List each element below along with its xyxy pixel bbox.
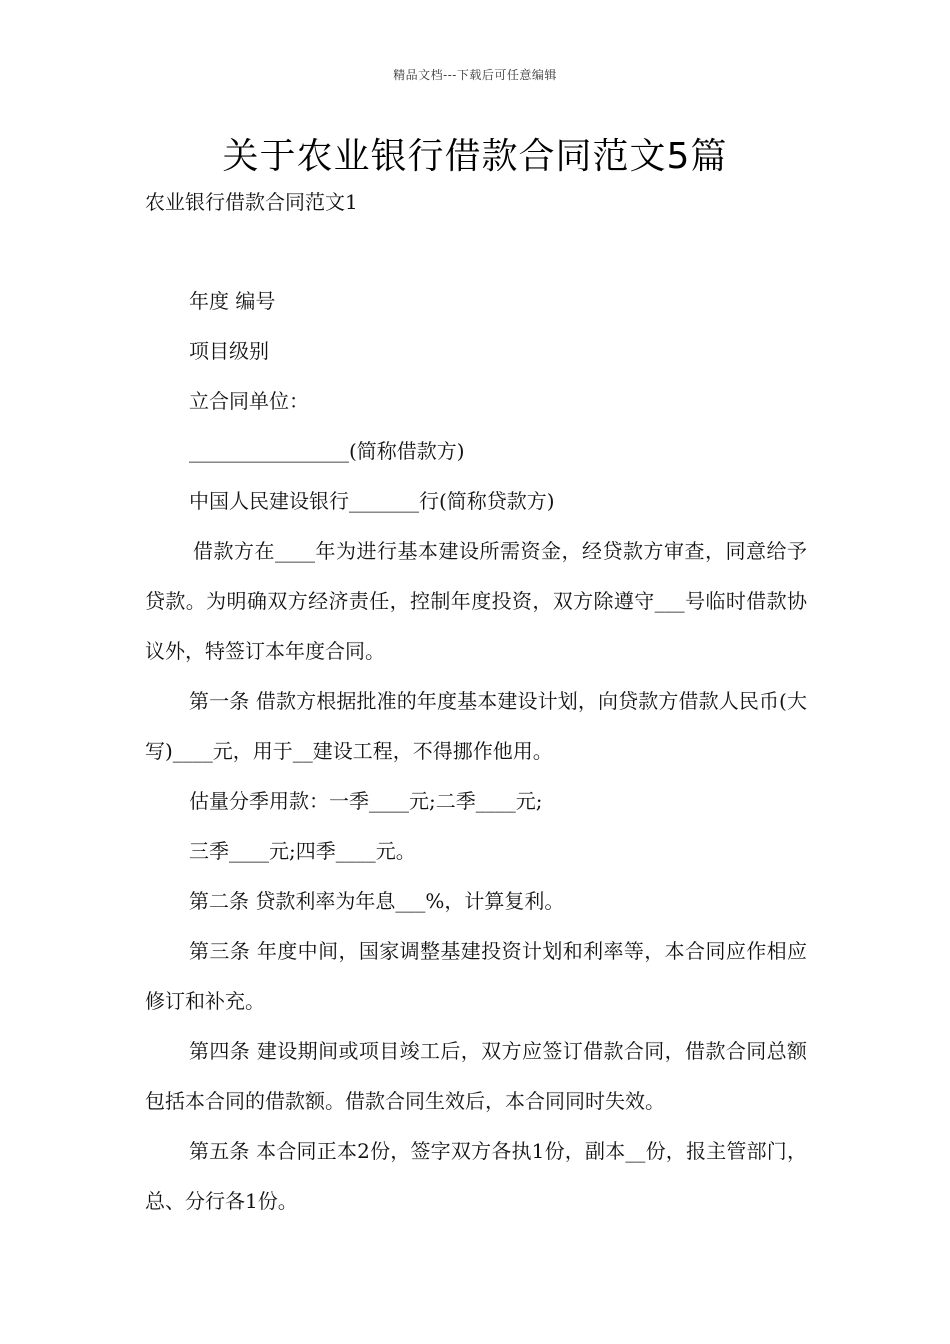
paragraph-borrower-line: ________________(简称借款方)	[189, 439, 465, 463]
paragraph-year-number: 年度 编号	[189, 289, 276, 313]
paragraph-quarter-3-4: 三季____元;四季____元。	[189, 839, 416, 863]
paragraph-article-5: 第五条 本合同正本2份，签字双方各执1份，副本__份，报主管部门，总、分行各1份。	[145, 1139, 807, 1213]
section-subtitle: 农业银行借款合同范文1	[145, 190, 358, 214]
paragraph-article-1: 第一条 借款方根据批准的年度基本建设计划，向贷款方借款人民币(大写)____元，用于__建设工程，不得挪作他用。	[145, 689, 807, 763]
paragraph-project-level: 项目级别	[189, 339, 269, 363]
paragraph-article-4: 第四条 建设期间或项目竣工后，双方应签订借款合同，借款合同总额包括本合同的借款额。借款合同生效后，本合同同时失效。	[145, 1039, 807, 1113]
header-note: 精品文档---下载后可任意编辑	[393, 68, 557, 82]
paragraph-lender-line: 中国人民建设银行_______行(简称贷款方)	[189, 489, 555, 513]
paragraph-article-3: 第三条 年度中间，国家调整基建投资计划和利率等，本合同应作相应修订和补充。	[145, 939, 807, 1013]
paragraph-quarter-1-2: 估量分季用款：一季____元;二季____元;	[189, 789, 543, 813]
document-body	[145, 276, 807, 1226]
document-title: 关于农业银行借款合同范文5篇	[222, 136, 728, 177]
paragraph-article-2: 第二条 贷款利率为年息___%，计算复利。	[189, 889, 565, 913]
paragraph-preamble: 借款方在____年为进行基本建设所需资金，经贷款方审查，同意给予贷款。为明确双方经济责任，控制年度投资，双方除遵守___号临时借款协议外，特签订本年度合同。	[145, 539, 807, 663]
paragraph-contract-parties: 立合同单位：	[189, 389, 309, 413]
